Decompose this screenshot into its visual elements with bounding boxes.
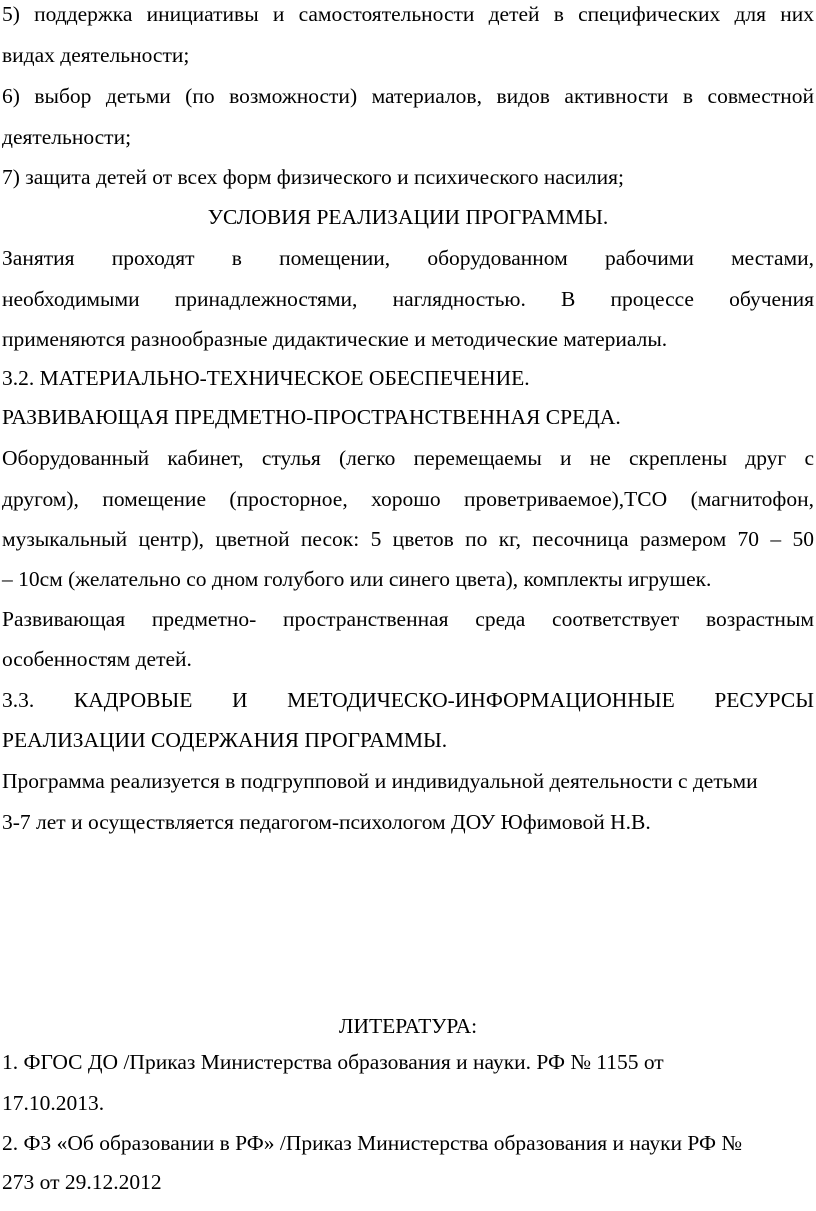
section-3-3-heading-line-1: 3.3. КАДРОВЫЕ И МЕТОДИЧЕСКО-ИНФОРМАЦИОННЫЕ РЕСУРСЫ [2, 688, 814, 712]
section-3-2-heading: 3.2. МАТЕРИАЛЬНО-ТЕХНИЧЕСКОЕ ОБЕСПЕЧЕНИЕ. [2, 366, 530, 390]
list-item-6-line-2: деятельности; [2, 125, 132, 149]
literature-item-2-line-1: 2. ФЗ «Об образовании в РФ» /Приказ Министерства образования и науки РФ № [2, 1131, 742, 1155]
staff-text-line-2: 3-7 лет и осуществляется педагогом-психологом ДОУ Юфимовой Н.В. [2, 810, 651, 834]
equipment-text-line-2: другом), помещение (просторное, хорошо проветриваемое),ТСО (магнитофон, [2, 487, 814, 511]
literature-item-1-line-2: 17.10.2013. [2, 1091, 105, 1115]
list-item-6-line-1: 6) выбор детьми (по возможности) материалов, видов активности в совместной [2, 84, 814, 108]
equipment-text-line-3: музыкальный центр), цветной песок: 5 цветов по кг, песочница размером 70 – 50 [2, 527, 814, 551]
equipment-text-line-4: – 10см (желательно со дном голубого или синего цвета), комплекты игрушек. [2, 567, 712, 591]
conditions-text-line-3: применяются разнообразные дидактические и методические материалы. [2, 327, 668, 351]
environment-heading: РАЗВИВАЮЩАЯ ПРЕДМЕТНО-ПРОСТРАНСТВЕННАЯ СРЕДА. [2, 405, 621, 429]
literature-heading: ЛИТЕРАТУРА: [338, 1014, 478, 1038]
environment-text-line-2: особенностям детей. [2, 647, 192, 671]
equipment-text-line-1: Оборудованный кабинет, стулья (легко перемещаемы и не скреплены друг с [2, 446, 814, 470]
literature-item-1-line-1: 1. ФГОС ДО /Приказ Министерства образования и науки. РФ № 1155 от [2, 1050, 664, 1074]
list-item-5-line-1: 5) поддержка инициативы и самостоятельности детей в специфических для них [2, 2, 814, 26]
section-3-3-heading-line-2: РЕАЛИЗАЦИИ СОДЕРЖАНИЯ ПРОГРАММЫ. [2, 728, 448, 752]
staff-text-line-1: Программа реализуется в подгрупповой и индивидуальной деятельности с детьми [2, 769, 758, 793]
literature-item-2-line-2: 273 от 29.12.2012 [2, 1170, 162, 1194]
conditions-text-line-1: Занятия проходят в помещении, оборудованном рабочими местами, [2, 246, 814, 270]
list-item-7: 7) защита детей от всех форм физического и психического насилия; [2, 165, 625, 189]
environment-text-line-1: Развивающая предметно- пространственная среда соответствует возрастным [2, 607, 814, 631]
conditions-text-line-2: необходимыми принадлежностями, наглядностью. В процессе обучения [2, 287, 814, 311]
list-item-5-line-2: видах деятельности; [2, 43, 190, 67]
conditions-heading: УСЛОВИЯ РЕАЛИЗАЦИИ ПРОГРАММЫ. [207, 205, 609, 229]
